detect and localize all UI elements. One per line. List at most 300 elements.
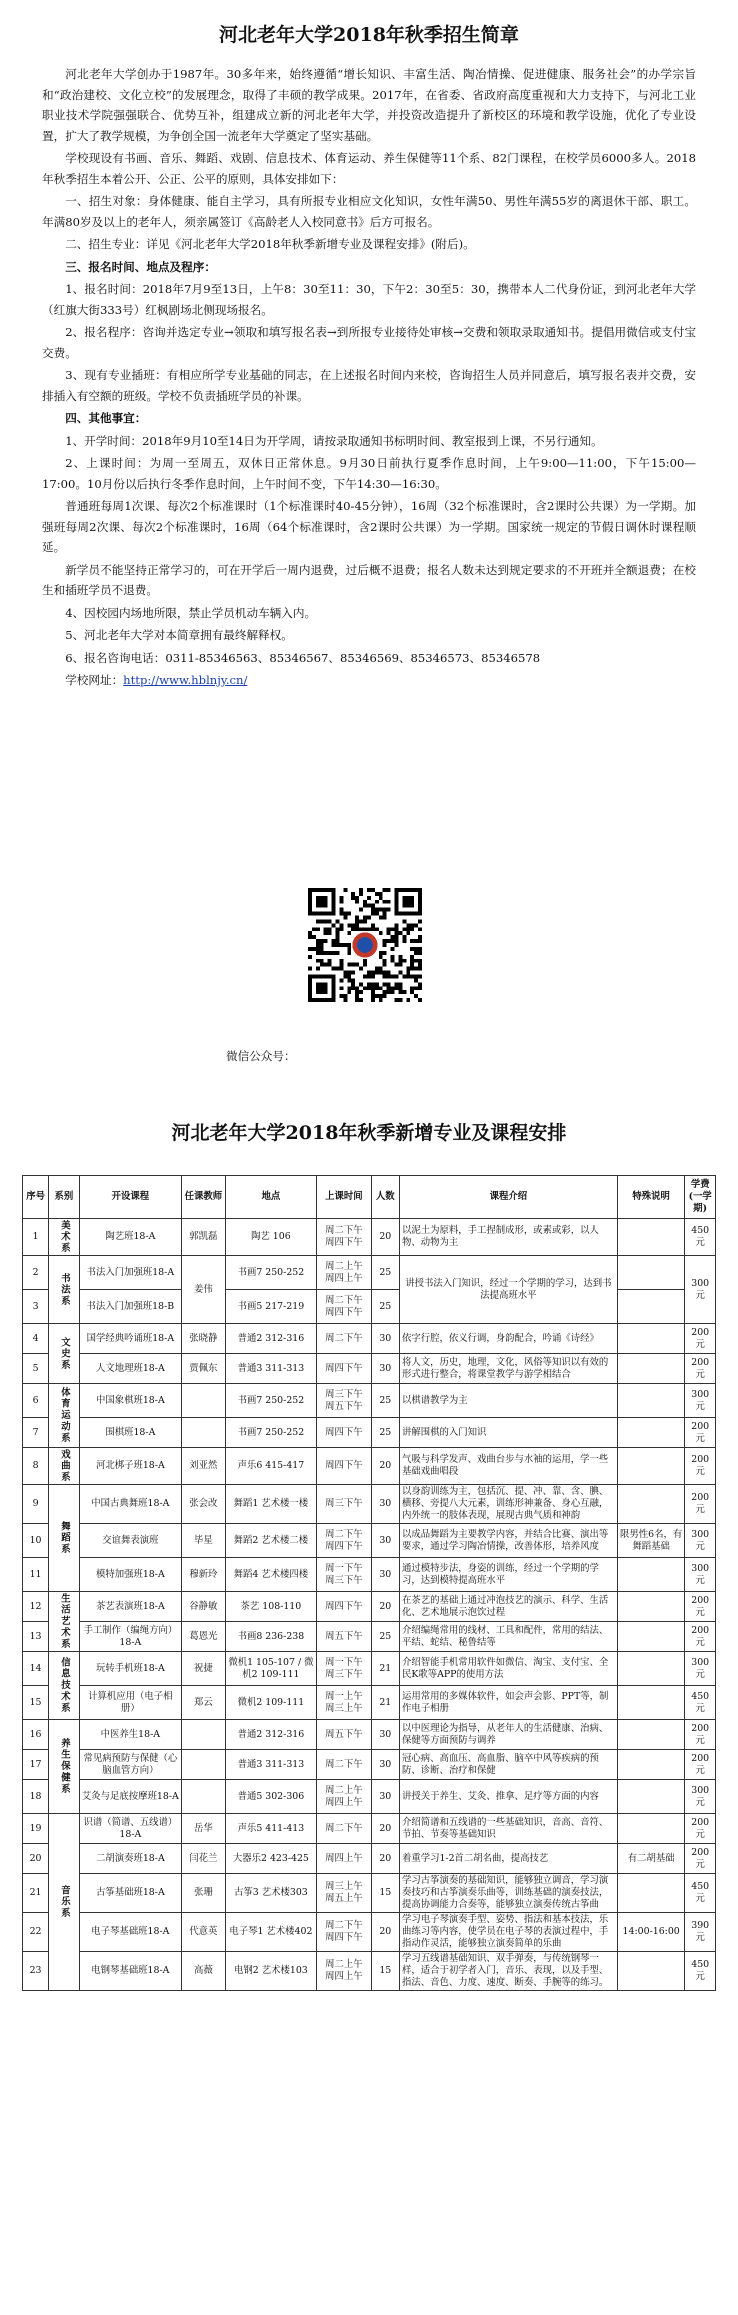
fee-cell: 200元 [685, 1622, 716, 1652]
desc-cell: 讲授关于养生、艾灸、推拿、足疗等方面的内容 [399, 1780, 617, 1814]
row-number: 3 [23, 1290, 49, 1324]
time-slot: 周一下午 [325, 1562, 363, 1574]
dept-cell [49, 1652, 80, 1720]
fee-cell: 300元 [685, 1652, 716, 1686]
course-cell: 艾灸与足底按摩班18-A [79, 1780, 181, 1814]
paragraph: 2、上课时间：为周一至周五，双休日正常休息。9月30日前执行夏季作息时间，上午9:00—11:00，下午15:00—17:00。10月份以后执行冬季作息时间，上午时间不变，下午14:30—16:30。 [42, 456, 696, 491]
teacher-cell: 毕星 [182, 1524, 226, 1558]
row-number: 11 [23, 1558, 49, 1592]
course-cell: 书法入门加强班18-B [79, 1290, 181, 1324]
teacher-cell: 祝捷 [182, 1652, 226, 1686]
time-cell [317, 1874, 371, 1913]
time-cell [317, 1686, 371, 1720]
table-row [23, 1256, 716, 1290]
table-row [23, 1384, 716, 1418]
place-cell: 普通3 311-313 [225, 1750, 317, 1780]
fee-cell: 390元 [685, 1913, 716, 1952]
column-header: 学费(一学期) [685, 1176, 716, 1219]
time-cell [317, 1524, 371, 1558]
course-cell: 围棋班18-A [79, 1418, 181, 1448]
note-cell [617, 1686, 685, 1720]
qr-code [308, 888, 422, 1002]
course-table [22, 1175, 716, 1991]
paragraph: 一、招生对象：身体健康、能自主学习，具有所报专业相应文化知识，女性年满50、男性年满55岁的离退休干部、职工。年满80岁及以上的老年人，须亲属签订《高龄老人入校同意书》后方可报名。 [42, 194, 696, 229]
note-cell [617, 1592, 685, 1622]
desc-cell: 在茶艺的基础上通过冲泡技艺的演示、科学、生活化、艺术地展示泡饮过程 [399, 1592, 617, 1622]
course-cell: 玩转手机班18-A [79, 1652, 181, 1686]
time-cell [317, 1384, 371, 1418]
dept-label: 舞蹈系 [58, 1521, 70, 1556]
table-header-row [23, 1176, 716, 1219]
note-cell: 有二胡基础 [617, 1844, 685, 1874]
course-cell: 古筝基础班18-A [79, 1874, 181, 1913]
course-cell: 中国象棋班18-A [79, 1384, 181, 1418]
desc-cell: 介绍智能手机常用软件如微信、淘宝、支付宝、全民K歌等APP的使用方法 [399, 1652, 617, 1686]
fee-cell: 200元 [685, 1592, 716, 1622]
place-cell: 大器乐2 423-425 [225, 1844, 317, 1874]
row-number: 12 [23, 1592, 49, 1622]
count-cell: 20 [371, 1219, 399, 1256]
fee-cell: 300元 [685, 1524, 716, 1558]
place-cell: 书画7 250-252 [225, 1418, 317, 1448]
course-cell: 计算机应用（电子相册） [79, 1686, 181, 1720]
count-cell: 21 [371, 1686, 399, 1720]
paragraph: 2、报名程序：咨询并选定专业→领取和填写报名表→到所报专业接待处审核→交费和领取录取通知书。提倡用微信或支付宝交费。 [42, 325, 696, 360]
fee-cell: 300元 [685, 1558, 716, 1592]
teacher-cell: 高薇 [182, 1952, 226, 1991]
column-header: 地点 [225, 1176, 317, 1219]
fee-cell: 200元 [685, 1324, 716, 1354]
row-number: 1 [23, 1219, 49, 1256]
course-cell: 交谊舞表演班 [79, 1524, 181, 1558]
place-cell: 舞蹈4 艺术楼四楼 [225, 1558, 317, 1592]
place-cell: 普通2 312-316 [225, 1720, 317, 1750]
time-slot: 周二上午 [325, 1784, 363, 1796]
dept-label: 书法系 [58, 1272, 70, 1307]
teacher-cell [182, 1750, 226, 1780]
time-slot: 周二下午 [325, 1332, 363, 1344]
row-number: 19 [23, 1814, 49, 1844]
time-slot: 周三下午 [325, 1668, 363, 1680]
note-cell: 14:00-16:00 [617, 1913, 685, 1952]
desc-cell: 着重学习1-2首二胡名曲，提高技艺 [399, 1844, 617, 1874]
note-cell [617, 1219, 685, 1256]
count-cell: 25 [371, 1418, 399, 1448]
table-row [23, 1720, 716, 1750]
column-header: 人数 [371, 1176, 399, 1219]
teacher-cell: 穆新玲 [182, 1558, 226, 1592]
table-row [23, 1324, 716, 1354]
paragraph: 四、其他事宜： [65, 411, 147, 425]
place-cell: 茶艺 108-110 [225, 1592, 317, 1622]
count-cell: 25 [371, 1622, 399, 1652]
time-cell [317, 1844, 371, 1874]
note-cell [617, 1256, 685, 1290]
note-cell [617, 1720, 685, 1750]
desc-cell: 学习五线谱基础知识、双手弹奏，与传统钢琴一样，适合于初学者入门，音乐、表现，以及手型、指法、音色、力度、速度、断奏、手腕等的练习。 [399, 1952, 617, 1991]
time-slot: 周五下午 [325, 1400, 363, 1412]
place-cell: 书画7 250-252 [225, 1256, 317, 1290]
course-cell: 二胡演奏班18-A [79, 1844, 181, 1874]
note-cell [617, 1558, 685, 1592]
desc-cell: 介绍简谱和五线谱的一些基础知识，音高、音符、节拍、节奏等基础知识 [399, 1814, 617, 1844]
column-header: 课程介绍 [399, 1176, 617, 1219]
course-cell: 中医养生18-A [79, 1720, 181, 1750]
row-number: 20 [23, 1844, 49, 1874]
count-cell: 30 [371, 1750, 399, 1780]
paragraph: 河北老年大学创办于1987年。30多年来，始终遵循“增长知识、丰富生活、陶冶情操、促进健康、服务社会”的办学宗旨和“政治建校、文化立校”的发展理念，取得了丰硕的教学成果。2017年，在省委、省政府高度重视和大力支持下，与河北工业职业技术学院强强联合、优势互补，组建成立新的河北老年大学，并投资改造提升了新校区的环境和教学设施，优化了专业设置，扩大了教学规模，为争创全国一流老年大学奠定了坚实基础。 [42, 67, 696, 143]
time-slot: 周三上午 [325, 1702, 363, 1714]
time-slot: 周二上午 [325, 1959, 363, 1971]
teacher-cell: 姜伟 [182, 1256, 226, 1324]
row-number: 18 [23, 1780, 49, 1814]
count-cell: 30 [371, 1558, 399, 1592]
paragraph: 3、现有专业插班：有相应所学专业基础的同志，在上述报名时间内来校，咨询招生人员并同意后，填写报名表并交费，安排插入有空额的班级。学校不负责插班学员的补课。 [42, 368, 696, 403]
column-header: 开设课程 [79, 1176, 181, 1219]
time-slot: 周四下午 [325, 1362, 363, 1374]
fee-cell: 300元 [685, 1780, 716, 1814]
website-line [42, 670, 696, 691]
count-cell: 25 [371, 1256, 399, 1290]
note-cell [617, 1324, 685, 1354]
place-cell: 普通3 311-313 [225, 1354, 317, 1384]
row-number: 17 [23, 1750, 49, 1780]
teacher-cell: 张晓静 [182, 1324, 226, 1354]
table-row [23, 1686, 716, 1720]
course-cell: 常见病预防与保健（心脑血管方向） [79, 1750, 181, 1780]
time-slot: 周二下午 [325, 1758, 363, 1770]
count-cell: 20 [371, 1844, 399, 1874]
time-cell [317, 1485, 371, 1524]
place-cell: 微机2 109-111 [225, 1686, 317, 1720]
time-slot: 周一下午 [325, 1656, 363, 1668]
row-number: 22 [23, 1913, 49, 1952]
time-slot: 周四上午 [325, 1971, 363, 1983]
fee-cell: 200元 [685, 1750, 716, 1780]
time-cell [317, 1558, 371, 1592]
dept-cell [49, 1219, 80, 1256]
teacher-cell: 贾佩东 [182, 1354, 226, 1384]
fee-cell: 200元 [685, 1448, 716, 1485]
row-number: 16 [23, 1720, 49, 1750]
time-slot: 周三下午 [325, 1388, 363, 1400]
fee-cell: 450元 [685, 1686, 716, 1720]
course-cell: 茶艺表演班18-A [79, 1592, 181, 1622]
desc-cell: 通过模特步法，身姿的训练，经过一个学期的学习，达到模特提高班水平 [399, 1558, 617, 1592]
desc-cell: 讲解围棋的入门知识 [399, 1418, 617, 1448]
dept-cell [49, 1485, 80, 1592]
desc-cell: 学习古筝演奏的基础知识，能够独立调音，学习演奏技巧和古筝演奏乐曲等，训练基础的演奏技法，提高协调能力合奏等，能够独立演奏传统古筝曲 [399, 1874, 617, 1913]
count-cell: 30 [371, 1354, 399, 1384]
dept-cell [49, 1814, 80, 1991]
paragraph: 1、报名时间：2018年7月9至13日，上午8：30至11：30，下午2：30至5：30，携带本人二代身份证，到河北老年大学（红旗大街333号）红枫剧场北侧现场报名。 [42, 282, 696, 317]
desc-cell: 将人文，历史，地理，文化，风俗等知识以有效的形式进行整合，将课堂教学与游学相结合 [399, 1354, 617, 1384]
note-cell [617, 1750, 685, 1780]
place-cell: 书画8 236-238 [225, 1622, 317, 1652]
course-cell: 模特加强班18-A [79, 1558, 181, 1592]
fee-cell: 300元 [685, 1256, 716, 1324]
time-slot: 周四下午 [325, 1932, 363, 1944]
time-cell [317, 1448, 371, 1485]
paragraph: 1、开学时间：2018年9月10至14日为开学周，请按录取通知书标明时间、教室报到上课，不另行通知。 [65, 433, 603, 448]
dept-label: 信息技术系 [58, 1657, 70, 1715]
note-cell [617, 1622, 685, 1652]
count-cell: 25 [371, 1384, 399, 1418]
paragraph: 学校现设有书画、音乐、舞蹈、戏剧、信息技术、体育运动、养生保健等11个系、82门课程，在校学员6000多人。2018年秋季招生本着公开、公正、公平的原则，具体安排如下： [42, 151, 696, 186]
course-cell: 人文地理班18-A [79, 1354, 181, 1384]
time-slot: 周五下午 [325, 1728, 363, 1740]
dept-label: 音乐系 [58, 1885, 70, 1920]
paragraph: 二、招生专业：详见《河北老年大学2018年秋季新增专业及课程安排》(附后)。 [65, 237, 475, 251]
time-cell [317, 1622, 371, 1652]
time-slot: 周二下午 [325, 1294, 363, 1306]
note-cell [617, 1384, 685, 1418]
table-row [23, 1418, 716, 1448]
row-number: 9 [23, 1485, 49, 1524]
count-cell: 30 [371, 1524, 399, 1558]
teacher-cell: 郑云 [182, 1686, 226, 1720]
time-cell [317, 1780, 371, 1814]
count-cell: 30 [371, 1485, 399, 1524]
table-row [23, 1219, 716, 1256]
teacher-cell: 张会改 [182, 1485, 226, 1524]
table-row [23, 1558, 716, 1592]
time-slot: 周二下午 [325, 1822, 363, 1834]
place-cell: 舞蹈1 艺术楼一楼 [225, 1485, 317, 1524]
teacher-cell: 闫花兰 [182, 1844, 226, 1874]
dept-cell [49, 1448, 80, 1485]
count-cell: 20 [371, 1592, 399, 1622]
column-header: 序号 [23, 1176, 49, 1219]
table-row [23, 1354, 716, 1384]
paragraph: 4、因校园内场地所限，禁止学员机动车辆入内。 [65, 605, 317, 620]
paragraph: 6、报名咨询电话：0311-85346563、85346567、85346569、85346573、85346578 [65, 650, 541, 665]
time-slot: 周二下午 [325, 1225, 363, 1237]
column-header: 任课教师 [182, 1176, 226, 1219]
teacher-cell [182, 1780, 226, 1814]
row-number: 21 [23, 1874, 49, 1913]
row-number: 2 [23, 1256, 49, 1290]
time-cell [317, 1219, 371, 1256]
count-cell: 20 [371, 1814, 399, 1844]
place-cell: 声乐6 415-417 [225, 1448, 317, 1485]
time-slot: 周四下午 [325, 1600, 363, 1612]
dept-cell [49, 1384, 80, 1448]
time-slot: 周四下午 [325, 1237, 363, 1249]
teacher-cell: 岳华 [182, 1814, 226, 1844]
fee-cell: 200元 [685, 1418, 716, 1448]
table-title: 河北老年大学2018年秋季新增专业及课程安排 [171, 1122, 567, 1144]
table-row [23, 1874, 716, 1913]
table-row [23, 1780, 716, 1814]
time-slot: 周四下午 [325, 1460, 363, 1472]
place-cell: 微机1 105-107 / 微机2 109-111 [225, 1652, 317, 1686]
row-number: 6 [23, 1384, 49, 1418]
time-cell [317, 1952, 371, 1991]
dept-cell [49, 1324, 80, 1384]
column-header: 系别 [49, 1176, 80, 1219]
desc-cell: 介绍编绳常用的线材、工具和配件，常用的结法、平结、蛇结、秘鲁结等 [399, 1622, 617, 1652]
teacher-cell: 刘亚然 [182, 1448, 226, 1485]
time-slot: 周二下午 [325, 1528, 363, 1540]
count-cell: 25 [371, 1290, 399, 1324]
time-slot: 周四上午 [325, 1852, 363, 1864]
desc-cell: 以棋谱教学为主 [399, 1384, 617, 1418]
time-slot: 周三上午 [325, 1881, 363, 1893]
place-cell: 古筝3 艺术楼303 [225, 1874, 317, 1913]
count-cell: 30 [371, 1780, 399, 1814]
fee-cell: 200元 [685, 1354, 716, 1384]
time-slot: 周二上午 [325, 1260, 363, 1272]
teacher-cell: 葛恩光 [182, 1622, 226, 1652]
time-cell [317, 1750, 371, 1780]
note-cell [617, 1354, 685, 1384]
teacher-cell: 代意英 [182, 1913, 226, 1952]
note-cell [617, 1814, 685, 1844]
note-cell [617, 1448, 685, 1485]
table-row [23, 1652, 716, 1686]
wechat-label: 微信公众号： [226, 1049, 296, 1063]
table-row [23, 1622, 716, 1652]
teacher-cell: 谷静敏 [182, 1592, 226, 1622]
time-slot: 周四下午 [325, 1306, 363, 1318]
place-cell: 书画7 250-252 [225, 1384, 317, 1418]
place-cell: 电钢2 艺术楼103 [225, 1952, 317, 1991]
desc-cell: 以成品舞蹈为主要教学内容，并结合比赛、演出等要求，通过学习陶冶情操，改善体形，培养风度 [399, 1524, 617, 1558]
time-slot: 周四上午 [325, 1272, 363, 1284]
time-slot: 周四下午 [325, 1540, 363, 1552]
desc-cell: 以中医理论为指导，从老年人的生活健康、治病、保健等方面预防与调养 [399, 1720, 617, 1750]
time-cell [317, 1592, 371, 1622]
teacher-cell: 郭凯磊 [182, 1219, 226, 1256]
fee-cell: 200元 [685, 1720, 716, 1750]
fee-cell: 450元 [685, 1952, 716, 1991]
page [0, 0, 738, 693]
desc-cell: 以身韵训练为主，包括沉、提、冲、靠、含、腆、横移、旁提八大元素，训练形神兼备、身心互融，内外统一的肢体表现，展现古典气质和神韵 [399, 1485, 617, 1524]
row-number: 23 [23, 1952, 49, 1991]
time-cell [317, 1418, 371, 1448]
teacher-cell [182, 1384, 226, 1418]
desc-cell: 运用常用的多媒体软件，如会声会影、PPT等，制作电子相册 [399, 1686, 617, 1720]
note-cell [617, 1874, 685, 1913]
paragraph: 三、报名时间、地点及程序： [65, 259, 216, 274]
fee-cell: 200元 [685, 1814, 716, 1844]
place-cell: 普通2 312-316 [225, 1324, 317, 1354]
time-slot: 周四上午 [325, 1796, 363, 1808]
table-body [23, 1219, 716, 1991]
course-cell: 国学经典吟诵班18-A [79, 1324, 181, 1354]
fee-cell: 450元 [685, 1219, 716, 1256]
count-cell: 21 [371, 1652, 399, 1686]
row-number: 8 [23, 1448, 49, 1485]
dept-label: 体育运动系 [58, 1387, 70, 1445]
fee-cell: 200元 [685, 1844, 716, 1874]
time-cell [317, 1913, 371, 1952]
time-slot: 周二下午 [325, 1920, 363, 1932]
table-row [23, 1750, 716, 1780]
website-link[interactable]: http://www.hblnjy.cn/ [123, 673, 248, 687]
time-cell [317, 1720, 371, 1750]
fee-cell: 300元 [685, 1384, 716, 1418]
note-cell [617, 1485, 685, 1524]
course-cell: 电子琴基础班18-A [79, 1913, 181, 1952]
count-cell: 15 [371, 1952, 399, 1991]
note-cell [617, 1290, 685, 1324]
course-cell: 陶艺班18-A [79, 1219, 181, 1256]
teacher-cell: 张珊 [182, 1874, 226, 1913]
dept-label: 生活艺术系 [58, 1593, 70, 1651]
dept-cell [49, 1256, 80, 1324]
row-number: 15 [23, 1686, 49, 1720]
dept-label: 美术系 [58, 1220, 70, 1255]
table-row [23, 1814, 716, 1844]
table-row [23, 1913, 716, 1952]
course-cell: 识谱（简谱、五线谱）18-A [79, 1814, 181, 1844]
row-number: 14 [23, 1652, 49, 1686]
table-row [23, 1524, 716, 1558]
desc-cell: 讲授书法入门知识，经过一个学期的学习，达到书法提高班水平 [399, 1256, 617, 1324]
paragraph: 新学员不能坚持正常学习的，可在开学后一周内退费，过后概不退费；报名人数未达到规定要求的不开班并全额退费；在校生和插班学员不退费。 [42, 562, 696, 597]
time-cell [317, 1256, 371, 1290]
course-cell: 手工制作（编绳方向）18-A [79, 1622, 181, 1652]
paragraph: 5、河北老年大学对本简章拥有最终解释权。 [65, 628, 293, 642]
place-cell: 书画5 217-219 [225, 1290, 317, 1324]
time-slot: 周五上午 [325, 1893, 363, 1905]
count-cell: 20 [371, 1913, 399, 1952]
row-number: 13 [23, 1622, 49, 1652]
dept-label: 养生保健系 [58, 1738, 70, 1796]
paragraph: 普通班每周1次课、每次2个标准课时（1个标准课时40-45分钟），16周（32个标准课时，含2课时公共课）为一学期。加强班每周2次课、每次2个标准课时，16周（64个标准课时，含2课时公共课）为一学期。国家统一规定的节假日调休时课程顺延。 [42, 499, 696, 554]
dept-cell [49, 1720, 80, 1814]
column-header: 上课时间 [317, 1176, 371, 1219]
time-slot: 周一上午 [325, 1690, 363, 1702]
course-cell: 河北梆子班18-A [79, 1448, 181, 1485]
table-row [23, 1952, 716, 1991]
desc-cell: 气吸与科学发声、戏曲台步与水袖的运用，学一些基础戏曲唱段 [399, 1448, 617, 1485]
website-label: 学校网址： [65, 673, 124, 687]
doc-title: 河北老年大学2018年秋季招生简章 [219, 24, 519, 46]
dept-cell [49, 1592, 80, 1652]
time-cell [317, 1290, 371, 1324]
time-slot: 周四下午 [325, 1426, 363, 1438]
table-row [23, 1448, 716, 1485]
dept-label: 文史系 [58, 1336, 70, 1371]
desc-cell: 学习电子琴演奏手型、姿势、指法和基本技法，乐曲练习等内容，使学员在电子琴的表演过程中，手指动作灵活，能够独立演奏简单的乐曲 [399, 1913, 617, 1952]
desc-cell: 以泥土为原料，手工捏制成形，或素或彩，以人物、动物为主 [399, 1219, 617, 1256]
place-cell: 电子琴1 艺术楼402 [225, 1913, 317, 1952]
time-cell [317, 1354, 371, 1384]
table-row [23, 1485, 716, 1524]
row-number: 4 [23, 1324, 49, 1354]
row-number: 7 [23, 1418, 49, 1448]
row-number: 10 [23, 1524, 49, 1558]
note-cell [617, 1652, 685, 1686]
time-slot: 周五下午 [325, 1630, 363, 1642]
course-cell: 电钢琴基础班18-A [79, 1952, 181, 1991]
count-cell: 30 [371, 1324, 399, 1354]
count-cell: 30 [371, 1720, 399, 1750]
column-header: 特殊说明 [617, 1176, 685, 1219]
time-cell [317, 1814, 371, 1844]
place-cell: 普通5 302-306 [225, 1780, 317, 1814]
fee-cell: 450元 [685, 1874, 716, 1913]
desc-cell: 依字行腔，依义行调，身韵配合，吟诵《诗经》 [399, 1324, 617, 1354]
dept-label: 戏曲系 [58, 1449, 70, 1484]
fee-cell: 200元 [685, 1485, 716, 1524]
teacher-cell [182, 1720, 226, 1750]
note-cell [617, 1418, 685, 1448]
row-number: 5 [23, 1354, 49, 1384]
